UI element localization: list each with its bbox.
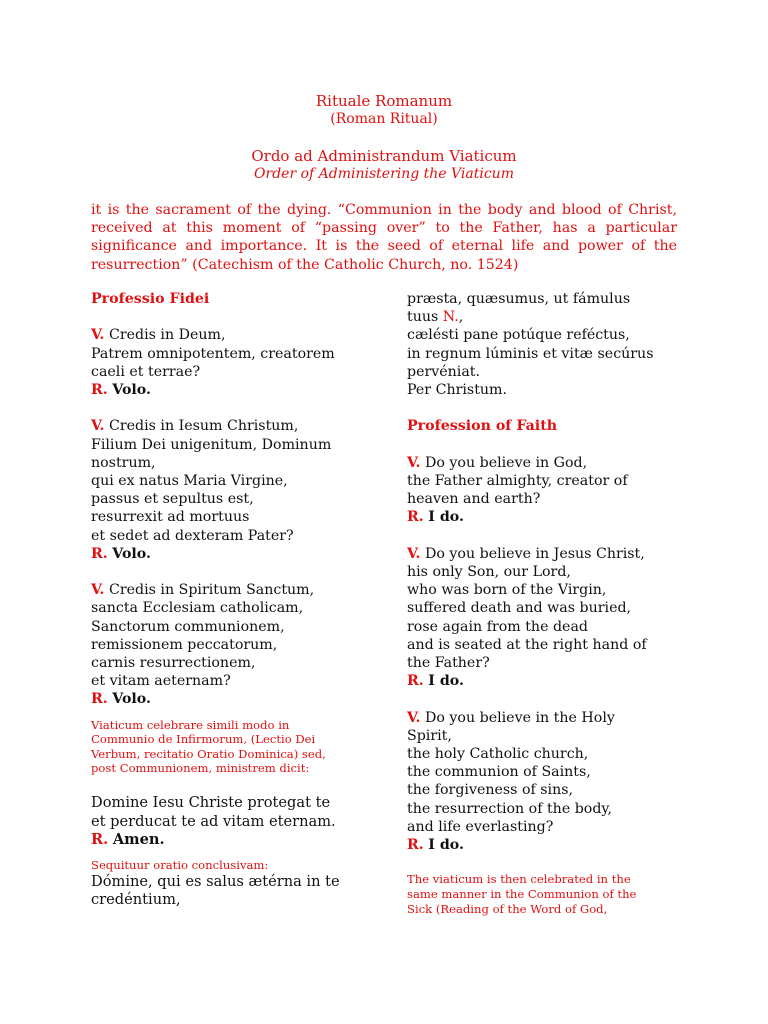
prayer-latin: Domine Iesu Christe protegat te et perducat te ad vitam eternam. R. Amen. <box>91 794 336 848</box>
versicle-marker: V. <box>407 709 421 726</box>
response-text: I do. <box>428 837 464 854</box>
name-placeholder: N. <box>442 309 459 326</box>
versicle-marker: V. <box>407 454 421 471</box>
title-english: (Roman Ritual) <box>330 111 438 127</box>
creed-question-1-english: V. Do you believe in God, the Father almighty, creator of heaven and earth? R. I do. <box>407 454 628 526</box>
rubric-latin: Viaticum celebrare simili modo in Communio de Infirmorum, (Lectio Dei Verbum, recitatio Oratio Dominica) sed, post Communionem, ministrem dicit: <box>91 717 326 776</box>
response-marker: R. <box>91 831 109 848</box>
creed-question-3-latin: V. Credis in Spiritum Sanctum, sancta Ecclesiam catholicam, Sanctorum communionem, remissionem peccatorum, carnis resurrectionem, et vitam aeternam? R. Volo. <box>91 582 315 708</box>
creed-question-2-latin: V. Credis in Iesum Christum, Filium Dei unigenitum, Dominum nostrum, qui ex natus Maria Virgine, passus et sepultus est, resurrexit ad mortuus et sedet ad dexteram Pater? R. Volo. <box>91 418 332 562</box>
creed-question-3-english: V. Do you believe in the Holy Spirit, the holy Catholic church, the communion of Saints, the forgiveness of sins, the resurrection of the body, and life everlasting? R. I do. <box>407 709 615 854</box>
response-marker: R. <box>407 509 424 526</box>
versicle-marker: V. <box>407 545 421 562</box>
response-text: Amen. <box>112 831 165 848</box>
response-marker: R. <box>407 837 424 854</box>
response-text: Volo. <box>112 691 151 708</box>
rubric-english: The viaticum is then celebrated in the same manner in the Communion of the Sick (Reading of the Word of God, <box>407 872 637 916</box>
rubric-concluding-latin: Sequituur oratio conclusivam: <box>91 858 269 873</box>
section-heading-english: Profession of Faith <box>407 418 558 435</box>
response-marker: R. <box>91 545 108 562</box>
subtitle-english: Order of Administering the Viaticum <box>254 166 514 182</box>
section-heading-latin: Professio Fidei <box>91 291 210 307</box>
response-marker: R. <box>91 691 108 708</box>
english-column <box>407 290 697 916</box>
concluding-prayer-continued: præsta, quæsumus, ut fámulus tuus N., cælésti pane potúque reféctus, in regnum lúminis et vitæ secúrus pervéniat. Per Christum. <box>407 291 654 399</box>
latin-column <box>91 290 391 910</box>
versicle-marker: V. <box>91 327 105 344</box>
creed-question-2-english: V. Do you believe in Jesus Christ, his only Son, our Lord, who was born of the Virgin, suffered death and was buried, rose again from the dead and is seated at the right hand of the Father? R. I do. <box>407 545 647 690</box>
response-text: Volo. <box>112 545 151 562</box>
response-marker: R. <box>91 382 108 398</box>
subtitle-latin: Ordo ad Administrandum Viaticum <box>251 147 517 165</box>
concluding-prayer-latin: Dómine, qui es salus ætérna in te credéntium, <box>91 873 340 909</box>
versicle-marker: V. <box>91 418 105 435</box>
response-text: I do. <box>428 509 464 526</box>
intro-paragraph: it is the sacrament of the dying. “Communion in the body and blood of Christ, received at this moment of “passing over” to the Father, has a particular significance and importance. It is the seed of eternal life and power of the resurrection” (Catechism of the Catholic Church, no. 1524) <box>91 202 677 273</box>
versicle-marker: V. <box>91 582 105 599</box>
title-latin: Rituale Romanum <box>315 92 453 110</box>
response-text: Volo. <box>112 382 151 398</box>
response-marker: R. <box>407 673 424 690</box>
document-header <box>0 92 768 183</box>
response-text: I do. <box>428 673 464 690</box>
creed-question-1-latin: V. Credis in Deum, Patrem omnipotentem, creatorem caeli et terrae? R. Volo. <box>91 327 335 398</box>
